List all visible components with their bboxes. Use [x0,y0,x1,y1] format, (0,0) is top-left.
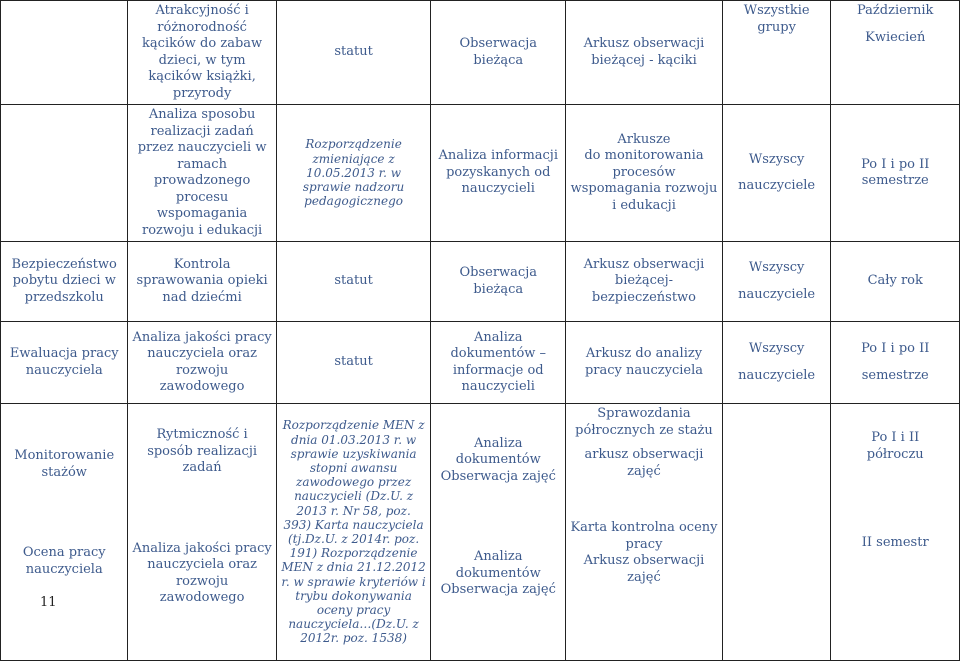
table-row [1,242,960,322]
cell-task: Analiza jakości pracy nauczyciela oraz rozwoju zawodowego [128,322,276,404]
cell-legal-basis: statut [276,1,431,105]
cell-method [431,404,566,661]
cell-method [431,1,566,105]
cell-task: Kontrola sprawowania opieki nad dziećmi [128,242,276,322]
tool-line: Sprawozdania półrocznych ze stażu [575,406,713,438]
table-row [1,105,960,242]
method-line: Obserwacja [459,36,537,51]
tool-line: Arkusz obserwacji [583,36,705,51]
method-line: Obserwacja zajęć [440,582,556,597]
method-line: Analiza dokumentów [455,435,541,467]
method-line: Analiza dokumentów [455,549,541,581]
tool-line: Karta kontrolna oceny pracy [570,520,718,552]
cell-target [722,105,831,242]
tool-line: Arkusz obserwacji zajęć [583,553,705,585]
table-row [1,1,960,105]
cell-term [831,1,960,105]
cell-term: Cały rok [831,242,960,322]
term-line: Po I i II [871,430,920,445]
cell-method: Analiza informacji pozyskanych od nauczycieli [431,105,566,242]
cell-area [1,404,128,661]
area-top: Monitorowanie stażów [14,448,115,480]
table-row [1,404,960,661]
cell-task [128,404,276,661]
tool-line: Arkusz obserwacji [583,256,705,272]
task-top: Rytmiczność i sposób realizacji zadań [147,427,258,476]
tool-line: bieżącej - kąciki [591,52,697,68]
cell-area [1,1,128,105]
cell-area: Bezpieczeństwo pobytu dzieci w przedszkolu [1,242,128,322]
target-line: Wszystkie [743,3,810,18]
term-line: Po I i po II [861,156,930,172]
tool-line: bezpieczeństwo [591,289,697,305]
tool-line: Arkusze [617,131,671,147]
term-line: półroczu [866,446,924,462]
term-line: II semestr [861,535,929,550]
target-line: Wszyscy [748,341,805,356]
cell-area: Ewaluacja pracy nauczyciela [1,322,128,404]
cell-target [722,242,831,322]
cell-term [831,404,960,661]
cell-method: Analiza dokumentów – informacje od nauczycieli [431,322,566,404]
target-line: nauczyciele [738,178,816,193]
term-line: semestrze [861,367,929,383]
cell-tool: Arkusz do analizy pracy nauczyciela [566,322,723,404]
table-row [1,322,960,404]
term-line: Kwiecień [865,29,926,45]
term-line: semestrze [861,173,929,188]
target-line: Wszyscy [748,260,805,275]
cell-legal-basis: Rozporządzenie zmieniające z 10.05.2013 r. w sprawie nadzoru pedagogicznego [276,105,431,242]
cell-tool [566,242,723,322]
cell-term [831,105,960,242]
cell-target [722,1,831,105]
term-line: Październik [857,3,934,18]
cell-task: Analiza sposobu realizacji zadań przez nauczycieli w ramach prowadzonego procesu wspomagania rozwoju i edukacji [128,105,276,242]
cell-task: Atrakcyjność i różnorodność kącików do zabaw dzieci, w tym kącików książki, przyrody [128,1,276,105]
cell-legal-basis: statut [276,322,431,404]
method-line: bieżąca [473,281,524,297]
cell-tool [566,404,723,661]
cell-tool [566,105,723,242]
area-bottom: Ocena pracy nauczyciela [22,545,106,577]
tool-line: do monitorowania procesów wspomagania rozwoju i edukacji [570,148,718,213]
target-line: nauczyciele [738,286,816,302]
tool-line: arkusz obserwacji zajęć [584,447,704,479]
tool-line: bieżącej- [614,273,674,289]
term-line: Po I i po II [861,341,930,356]
cell-tool [566,1,723,105]
target-line: nauczyciele [738,367,816,383]
task-bottom: Analiza jakości pracy nauczyciela oraz rozwoju zawodowego [132,540,272,606]
cell-target [722,404,831,661]
target-line: grupy [757,19,796,35]
cell-legal-basis: Rozporządzenie MEN z dnia 01.03.2013 r. w sprawie uzyskiwania stopni awansu zawodowego przez nauczycieli (Dz.U. z 2013 r. Nr 58, poz. 393) Karta nauczyciela (tj.Dz.U. z 2014r. poz. 191) Rozporządzenie MEN z dnia 21.12.2012 r. w sprawie kryteriów i trybu dokonywania oceny pracy nauczyciela…(Dz.U. z 2012r. poz. 1538) [276,404,431,661]
cell-method [431,242,566,322]
method-line: bieżąca [473,52,524,68]
cell-term [831,322,960,404]
page-number: 11 [40,595,57,610]
method-line: Obserwacja [459,265,537,280]
cell-legal-basis: statut [276,242,431,322]
target-line: Wszyscy [748,151,805,167]
cell-area [1,105,128,242]
method-line: Obserwacja zajęć [440,468,556,484]
cell-target [722,322,831,404]
